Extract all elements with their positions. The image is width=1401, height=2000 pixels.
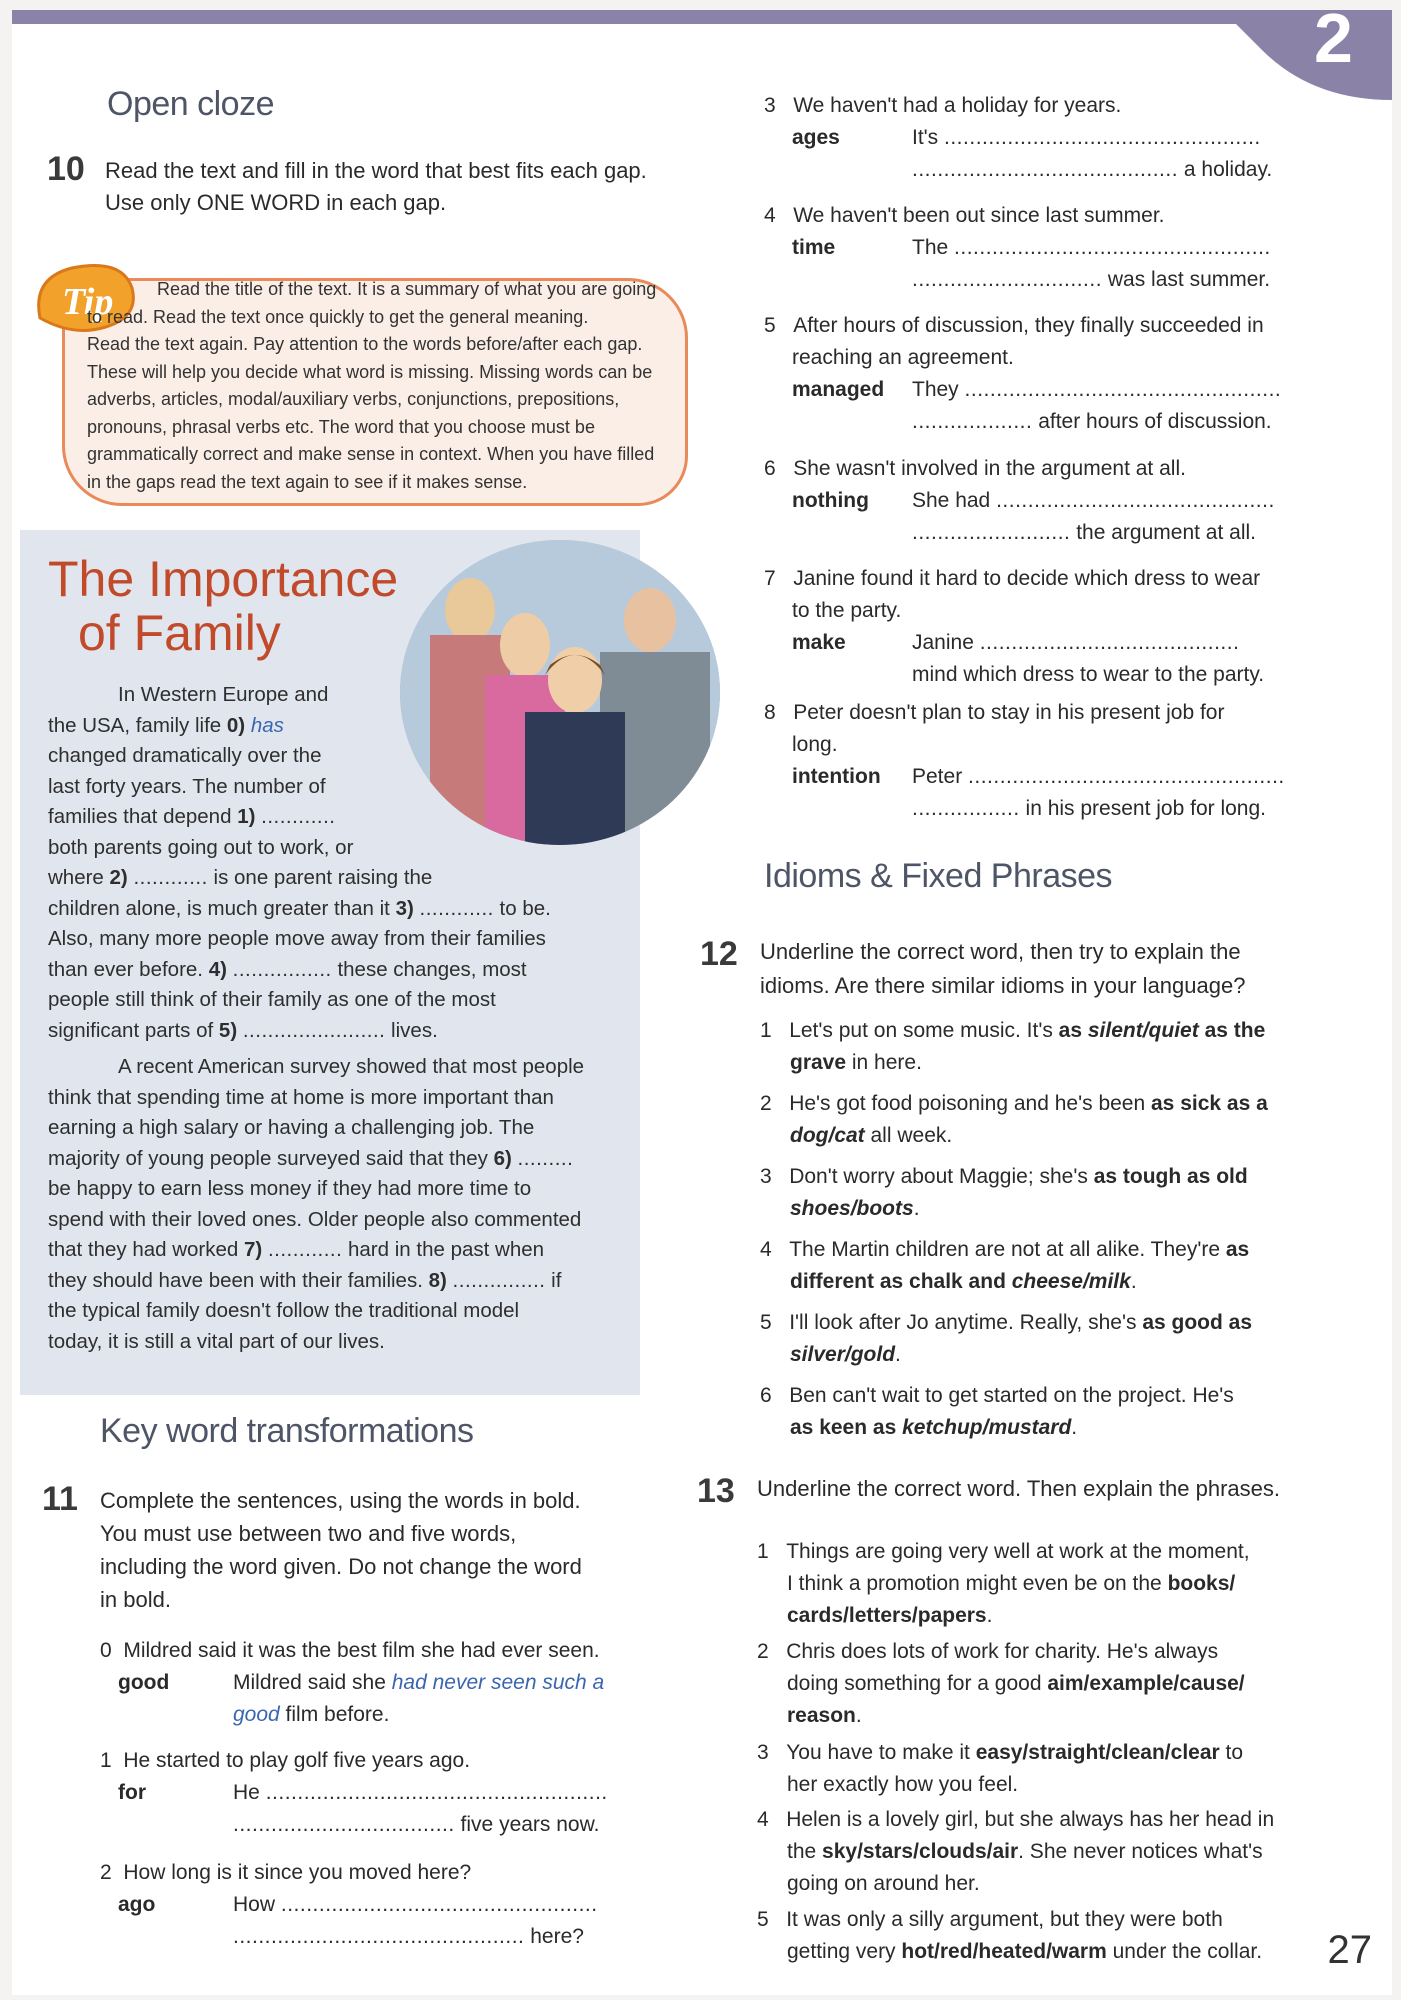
idiom-item-6: 6 Ben can't wait to get started on the project. He's as keen as ketchup/mustard. bbox=[760, 1384, 1234, 1439]
kwt-item-3: 3 We haven't had a holiday for years. ages It's .................................................. .......................................... a holiday. bbox=[764, 94, 1273, 181]
workbook-page bbox=[12, 10, 1392, 1995]
kwt-item-1: 1 He started to play golf five years ago. for He ...................................................... ................................... five years now. bbox=[100, 1749, 608, 1836]
open-cloze-title: Open cloze bbox=[107, 85, 274, 123]
exercise-number-11: 11 bbox=[42, 1480, 78, 1518]
idiom-item-1: 1 Let's put on some music. It's as silent/quiet as the grave in here. bbox=[760, 1019, 1266, 1074]
kwt-item-5: 5 After hours of discussion, they finally succeeded in reaching an agreement. managed They .................................................. ................... after hours of discussion. bbox=[764, 314, 1282, 433]
unit-number: 2 bbox=[1314, 10, 1353, 77]
idiom-item-3: 3 Don't worry about Maggie; she's as tough as old shoes/boots. bbox=[760, 1165, 1248, 1220]
phrase-item-4: 4 Helen is a lovely girl, but she always has her head in the sky/stars/clouds/air. She never notices what's going on around her. bbox=[757, 1808, 1275, 1895]
tip-box bbox=[32, 258, 682, 508]
example-answer: has bbox=[250, 713, 284, 737]
tip-text: Read the title of the text. It is a summary of what you are going to read. Read the text once quickly to get the general meaning. Read the text again. Pay attention to the words before/after each gap. These will help you decide what word is missing. Missing words can be adverbs, articles, modal/auxiliary verbs, conjunctions, prepositions, pronouns, phrasal verbs etc. The word that you choose must be grammatically correct and make sense in context. When you have filled in the gaps read the text again to see if it makes sense. bbox=[87, 279, 657, 492]
idioms-title: Idioms & Fixed Phrases bbox=[764, 857, 1113, 895]
idiom-item-2: 2 He's got food poisoning and he's been as sick as a dog/cat all week. bbox=[760, 1092, 1268, 1147]
exercise-12-instructions: Underline the correct word, then try to explain the idioms. Are there similar idioms in your language? bbox=[760, 939, 1246, 998]
exercise-13-instructions: Underline the correct word. Then explain the phrases. bbox=[757, 1476, 1280, 1501]
article-panel bbox=[20, 530, 640, 1395]
article-paragraph-1: In Western Europe and the USA, family life 0) has changed dramatically over the last forty years. The number of families that depend 1) ............ both parents going out to work, or where 2) ............ is one parent raising the children alone, is much greater than it 3) ............ to be. Also, many more people move away from their families than ever before. 4) ................ these changes, most people still think of their family as one of the most significant parts of 5) ....................... lives. bbox=[48, 683, 551, 1042]
kwt-item-6: 6 She wasn't involved in the argument at all. nothing She had ............................................ ......................... the argument at all. bbox=[764, 457, 1275, 544]
exercise-number-13: 13 bbox=[697, 1472, 735, 1510]
tip-badge-label: Tip bbox=[62, 281, 114, 323]
phrase-item-1: 1 Things are going very well at work at the moment, I think a promotion might even be on the books/ cards/letters/papers. bbox=[757, 1540, 1250, 1627]
kwt-item-8: 8 Peter doesn't plan to stay in his present job for long. intention Peter .................................................. ................. in his present job for long. bbox=[764, 701, 1285, 820]
idiom-item-5: 5 I'll look after Jo anytime. Really, she's as good as silver/gold. bbox=[760, 1311, 1253, 1366]
phrase-item-2: 2 Chris does lots of work for charity. He's always doing something for a good aim/example/cause/ reason. bbox=[757, 1640, 1245, 1727]
exercise-number-12: 12 bbox=[700, 935, 738, 973]
unit-corner-badge bbox=[1222, 10, 1392, 100]
kwt-item-7: 7 Janine found it hard to decide which dress to wear to the party. make Janine ......................................... mind which dress to wear to the party. bbox=[764, 567, 1265, 686]
kwt-item-0: 0 Mildred said it was the best film she had ever seen. good Mildred said she had never seen such a good film before. bbox=[100, 1639, 605, 1726]
phrase-item-5: 5 It was only a silly argument, but they were both getting very hot/red/heated/warm under the collar. bbox=[757, 1908, 1263, 1963]
idiom-item-4: 4 The Martin children are not at all alike. They're as different as chalk and cheese/milk. bbox=[760, 1238, 1250, 1293]
exercise-10-instructions: Read the text and fill in the word that best fits each gap. Use only ONE WORD in each gap. bbox=[105, 158, 647, 215]
exercise-number-10: 10 bbox=[47, 150, 85, 188]
article-paragraph-2: A recent American survey showed that most people think that spending time at home is more important than earning a high salary or having a challenging job. The majority of young people surveyed said that they 6) ......... be happy to earn less money if they had more time to spend with their loved ones. Older people also commented that they had worked 7) ............ hard in the past when they should have been with their families. 8) ............... if the typical family doesn't follow the traditional model today, it is still a vital part of our lives. bbox=[48, 1055, 585, 1353]
key-word-title: Key word transformations bbox=[100, 1412, 474, 1450]
kwt-item-2: 2 How long is it since you moved here? ago How .................................................. .............................................. here? bbox=[100, 1861, 598, 1948]
kwt-item-4: 4 We haven't been out since last summer. time The .................................................. .............................. was last summer. bbox=[764, 204, 1271, 291]
page-number: 27 bbox=[1327, 1928, 1372, 1972]
top-color-bar bbox=[12, 10, 1332, 24]
exercise-11-instructions: Complete the sentences, using the words in bold. You must use between two and five words, including the word given. Do not change the word in bold. bbox=[100, 1488, 582, 1612]
article-title: The Importance of Family bbox=[48, 551, 399, 661]
phrase-item-3: 3 You have to make it easy/straight/clean/clear to her exactly how you feel. bbox=[757, 1741, 1244, 1796]
